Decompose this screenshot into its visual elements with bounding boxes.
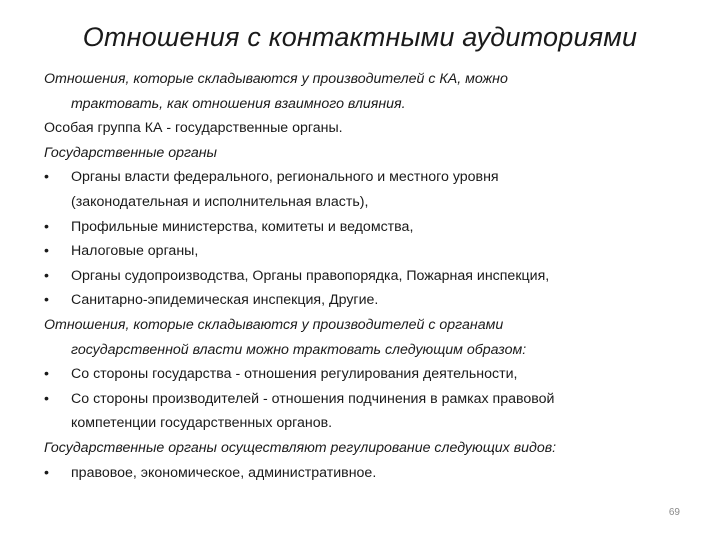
slide-body <box>44 67 684 485</box>
list-item <box>44 362 684 387</box>
bullet-icon: • <box>44 366 49 383</box>
bullet-icon: • <box>44 390 49 407</box>
paragraph-line: Особая группа КА - государственные органы. <box>44 120 343 137</box>
bullet-icon: • <box>44 218 49 235</box>
list-item <box>44 288 684 313</box>
page-number: 69 <box>668 507 680 518</box>
list-item <box>44 264 684 289</box>
bullet-icon: • <box>44 243 49 260</box>
list-item <box>44 165 684 190</box>
paragraph-line: трактовать, как отношения взаимного влияния. <box>71 95 406 112</box>
list-item-text: Профильные министерства, комитеты и ведомства, <box>71 218 414 235</box>
list-item <box>44 239 684 264</box>
section-heading: Государственные органы <box>44 144 217 161</box>
slide-title: Отношения с контактными аудиториями <box>82 22 638 52</box>
list-item-text: Со стороны производителей - отношения подчинения в рамках правовой <box>71 390 555 407</box>
paragraph-line: Государственные органы осуществляют регулирование следующих видов: <box>44 439 557 456</box>
paragraph-line: Отношения, которые складываются у производителей с органами <box>44 316 504 333</box>
bullet-icon: • <box>44 464 49 481</box>
paragraph-line: государственной власти можно трактовать следующим образом: <box>71 341 527 358</box>
list-item-text: Органы власти федерального, регионального и местного уровня <box>71 169 499 186</box>
list-item <box>44 215 684 240</box>
list-item-text: Налоговые органы, <box>71 243 199 260</box>
bullet-icon: • <box>44 292 49 309</box>
bullet-icon: • <box>44 169 49 186</box>
list-item-text: Органы судопроизводства, Органы правопорядка, Пожарная инспекция, <box>71 267 550 284</box>
list-item-text: правовое, экономическое, административное. <box>71 464 377 481</box>
list-item-text: Со стороны государства - отношения регулирования деятельности, <box>71 366 518 383</box>
list-item-continuation: компетенции государственных органов. <box>71 415 333 432</box>
paragraph-line: Отношения, которые складываются у производителей с КА, можно <box>44 71 508 87</box>
list-item <box>44 461 684 486</box>
bullet-icon: • <box>44 267 49 284</box>
list-item <box>44 387 684 412</box>
list-item-continuation: (законодательная и исполнительная власть), <box>71 193 369 210</box>
list-item-text: Санитарно-эпидемическая инспекция, Другие. <box>71 292 379 309</box>
